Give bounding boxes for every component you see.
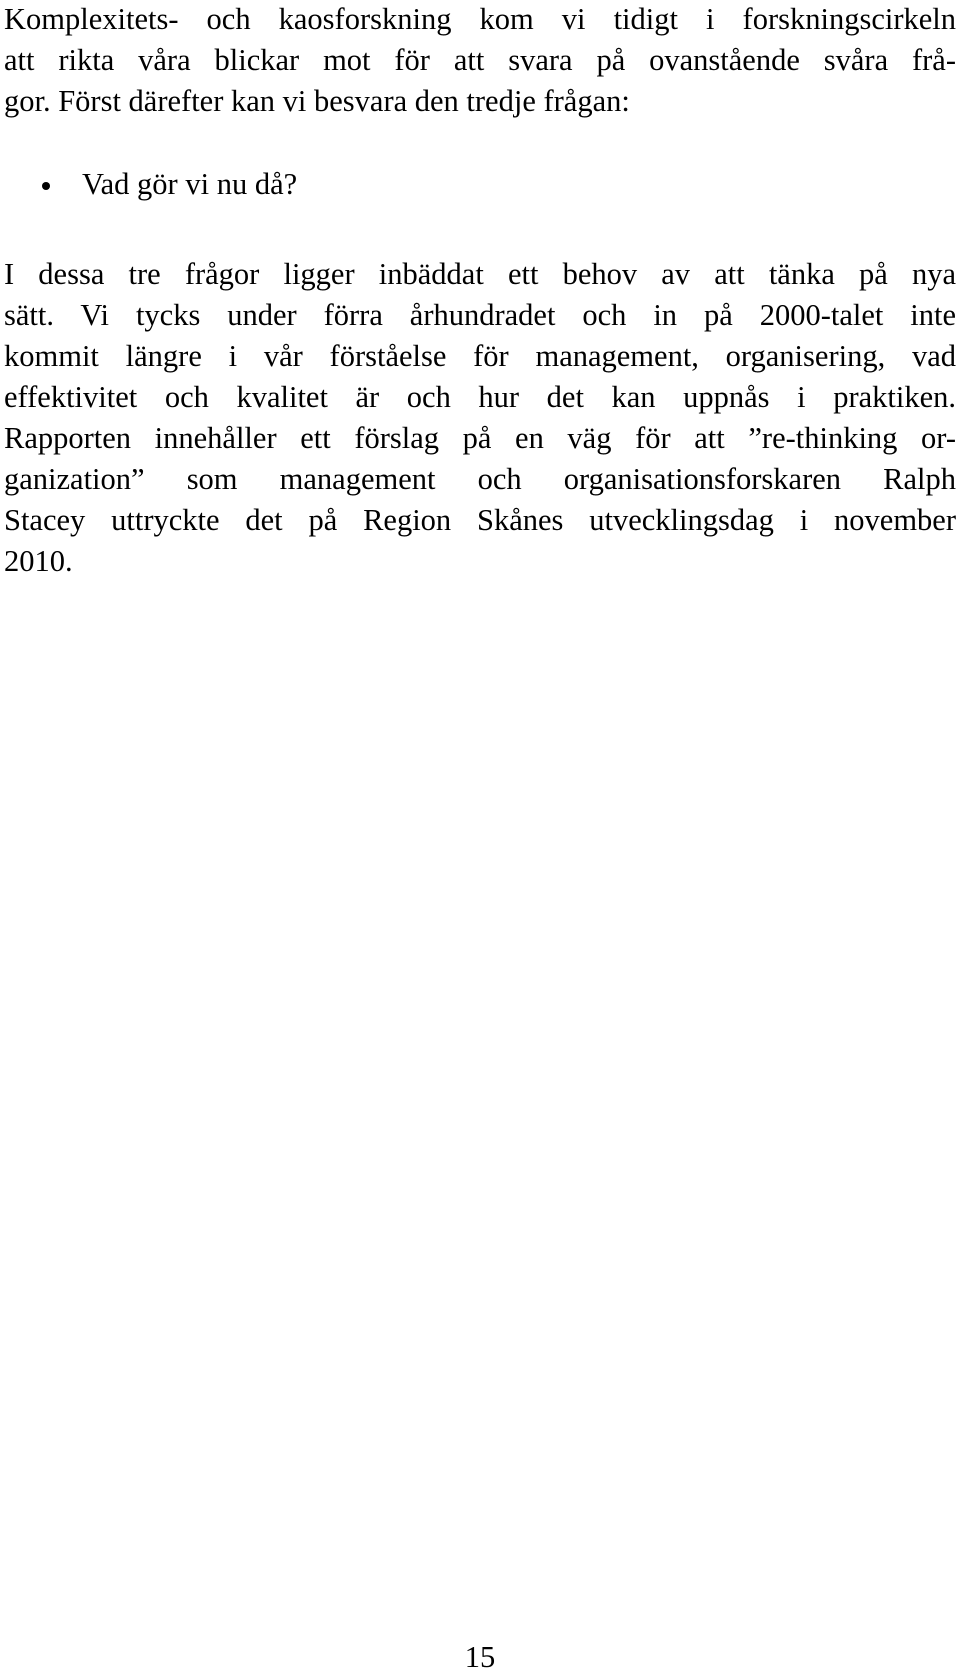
paragraph-line: I dessa tre frågor ligger inbäddat ett behov av att tänka på nya <box>4 257 956 291</box>
paragraph-line: 2010. <box>4 544 73 578</box>
paragraph-intro <box>4 0 956 122</box>
bullet-point-icon <box>42 182 50 190</box>
list-item: Vad gör vi nu då? <box>82 167 298 201</box>
paragraph-line: kommit längre i vår förståelse för management, organisering, vad <box>4 339 956 373</box>
paragraph-line: sätt. Vi tycks under förra århundradet och in på 2000-talet inte <box>4 298 956 332</box>
page-number: 15 <box>464 1640 496 1674</box>
paragraph-line: att rikta våra blickar mot för att svara på ovanstående svåra frå- <box>4 43 956 77</box>
paragraph-line: ganization” som management och organisationsforskaren Ralph <box>4 462 956 496</box>
paragraph-line: gor. Först därefter kan vi besvara den tredje frågan: <box>4 84 630 118</box>
paragraph-line: effektivitet och kvalitet är och hur det kan uppnås i praktiken. <box>4 380 956 414</box>
paragraph-line: Komplexitets- och kaosforskning kom vi tidigt i forskningscirkeln <box>4 2 956 36</box>
paragraph-line: Stacey uttryckte det på Region Skånes utvecklingsdag i november <box>4 503 956 537</box>
paragraph-line: Rapporten innehåller ett förslag på en väg för att ”re-thinking or- <box>4 421 956 455</box>
paragraph-body <box>4 254 956 582</box>
